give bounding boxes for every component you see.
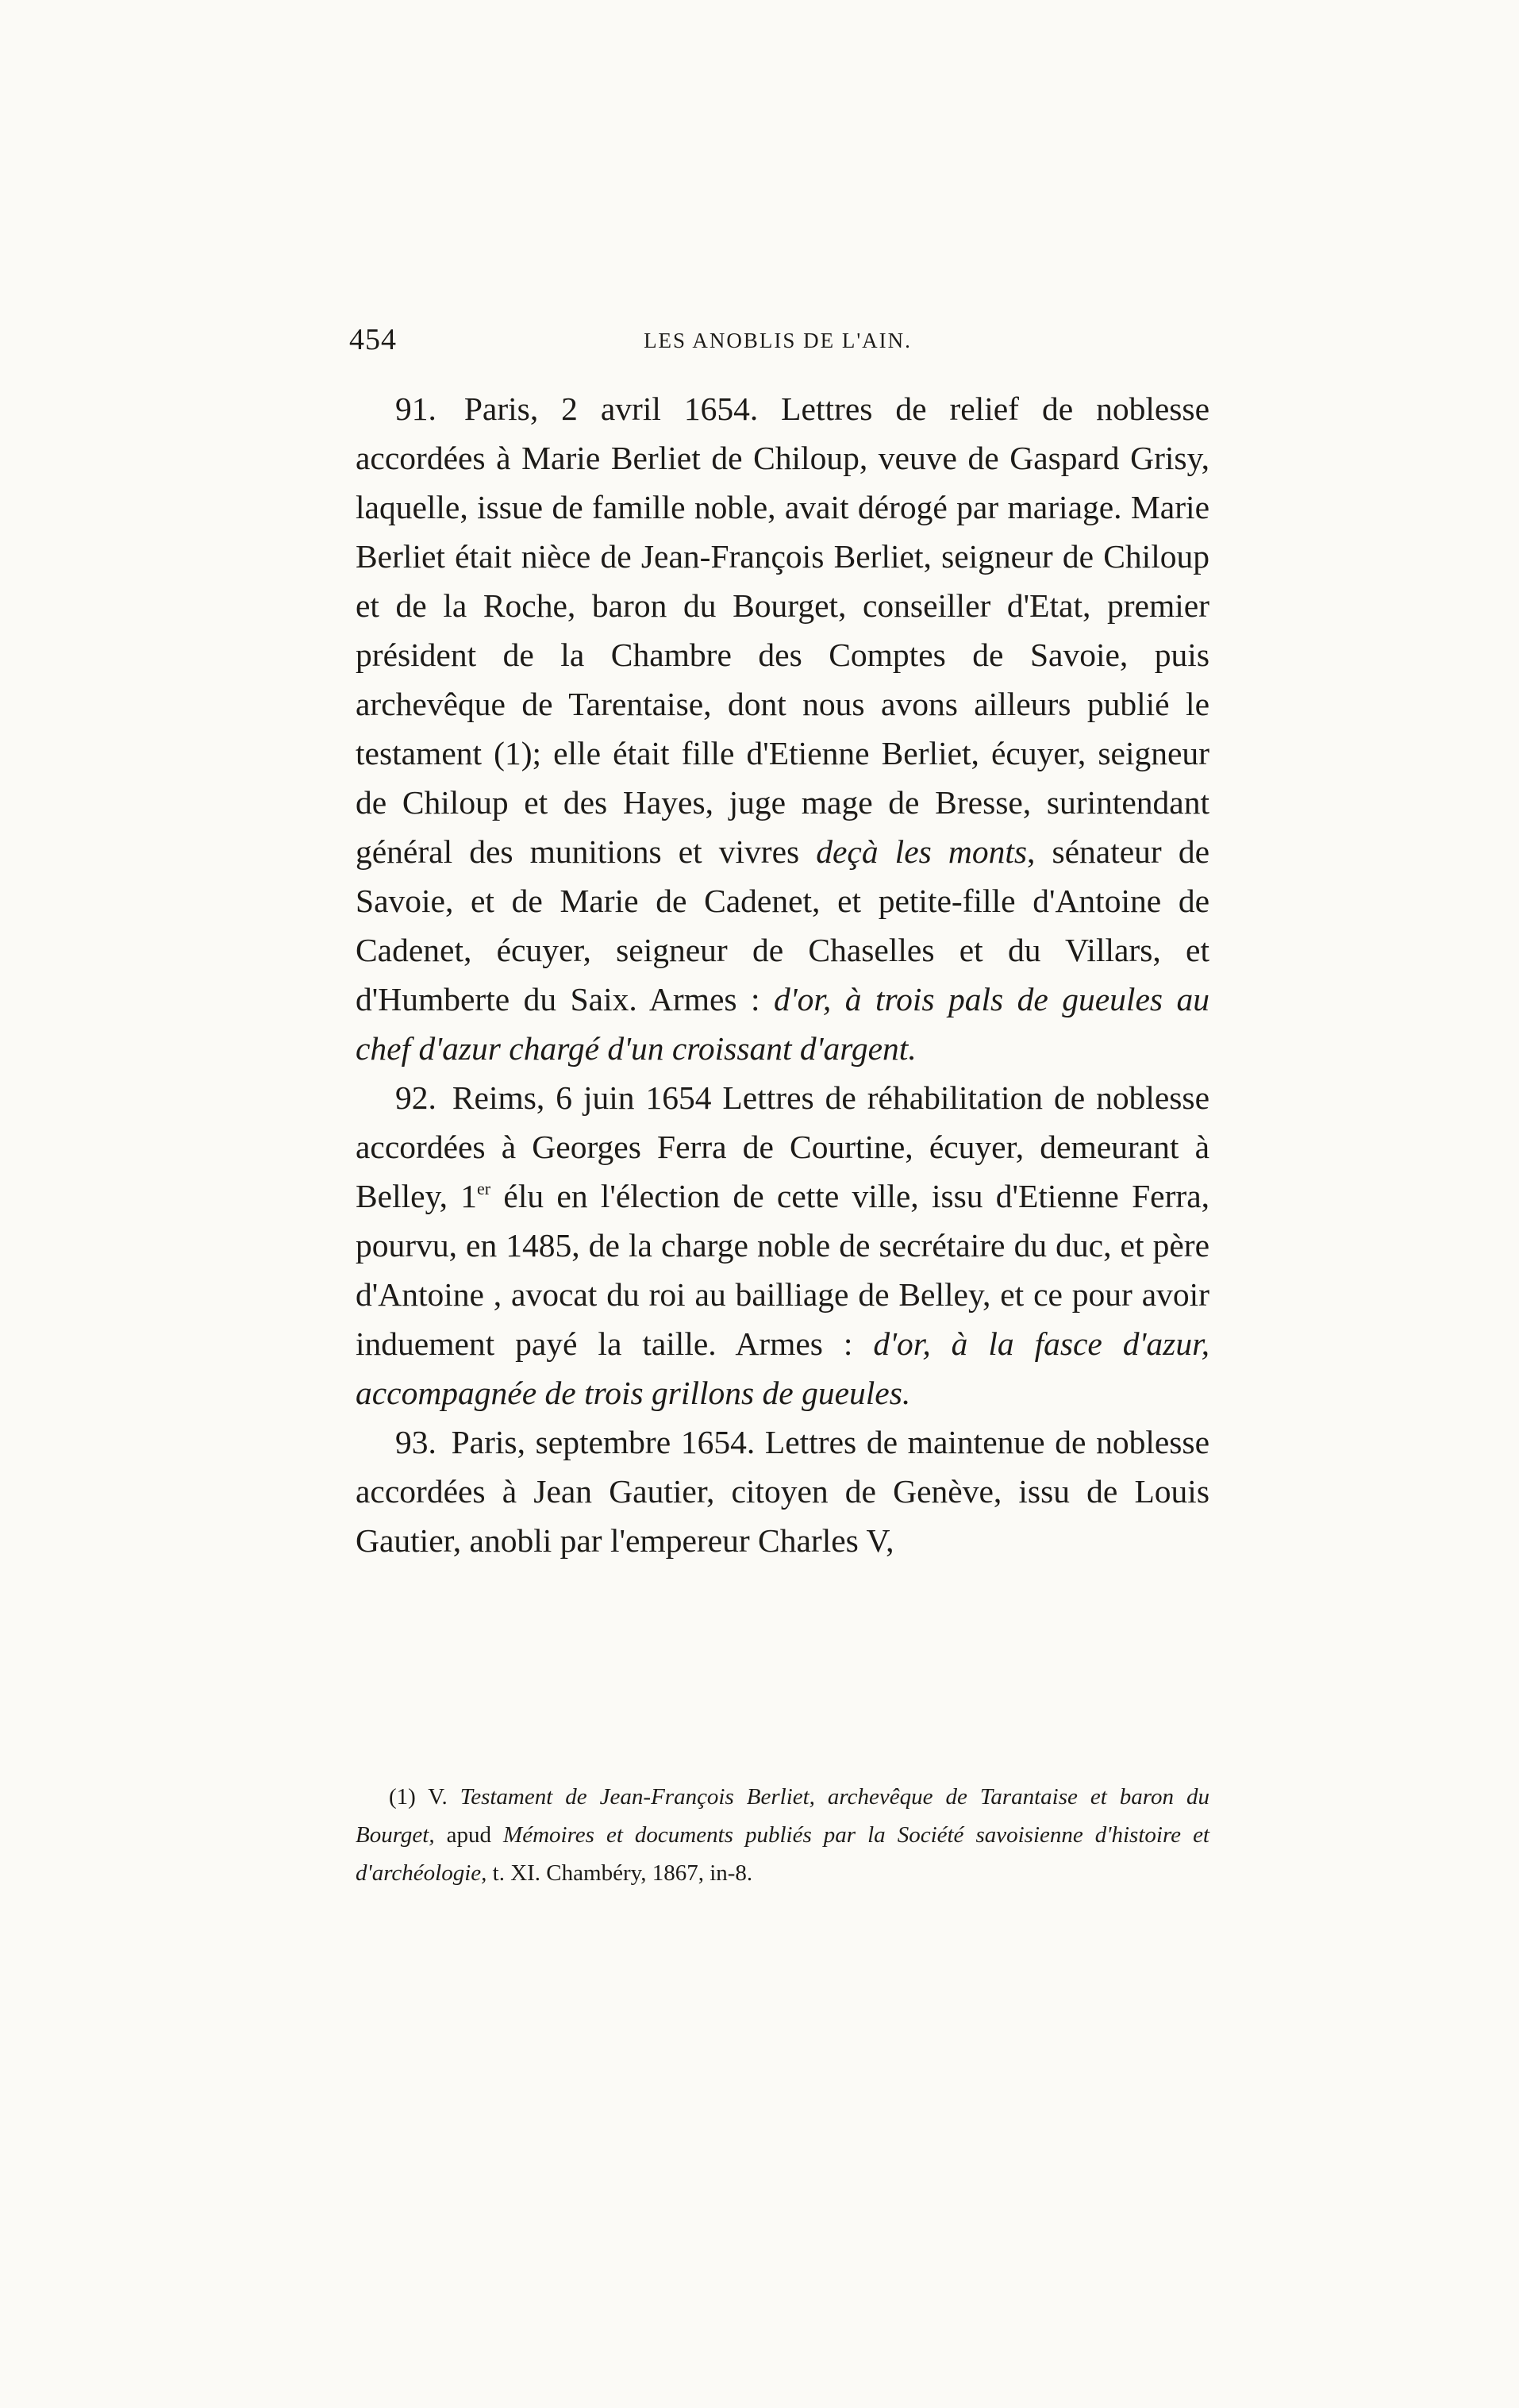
body-text xyxy=(356,384,1209,1565)
entry-93 xyxy=(356,1417,1209,1565)
coat-of-arms-blazon: d'or, à trois pals de gueules au chef d'azur chargé d'un croissant d'argent. xyxy=(356,981,1209,1067)
entry-text: , sénateur de Savoie, et de Marie de Cadenet, et petite-fille d'Antoine de Cadenet, écuyer, seigneur de Chaselles et du Villars, et d'Humberte du Saix. Armes : xyxy=(356,833,1209,1017)
entry-number: 93. xyxy=(395,1424,436,1460)
entry-text: Reims, 6 juin 1654 Lettres de réhabilitation de noblesse accordées à Georges Ferra de Courtine, écuyer, demeurant à Belley, 1 xyxy=(356,1079,1210,1214)
entry-number: 92. xyxy=(395,1079,436,1116)
footnote-marker: (1) V. xyxy=(389,1784,448,1810)
ordinal-superscript: er xyxy=(477,1179,491,1198)
footnote-text-italic: Testament de Jean-François Berliet, archevêque de Tarantaise et baron du Bourget, xyxy=(356,1784,1210,1848)
entry-text: élu en l'élection de cette ville, issu d'Etienne Ferra, pourvu, en 1485, de la charge noble de secrétaire du duc, et père d'Antoine , avocat du roi au bailliage de Belley, et ce pour avoir induement payé la taille. Armes : xyxy=(356,1178,1209,1362)
footnote xyxy=(356,1778,1209,1892)
entry-text-italic: deçà les monts xyxy=(816,833,1028,870)
page-number: 454 xyxy=(349,323,397,356)
footnote-text-italic: Mémoires et documents publiés par la Société savoisienne d'histoire et d'archéologie, xyxy=(356,1822,1209,1886)
entry-number: 91. xyxy=(395,390,436,427)
entry-text: Paris, septembre 1654. Lettres de maintenue de noblesse accordées à Jean Gautier, citoyen de Genève, issu de Louis Gautier, anobli par l'empereur Charles V, xyxy=(356,1424,1209,1559)
footnote-text: t. XI. Chambéry, 1867, in-8. xyxy=(486,1860,753,1886)
entry-text: Paris, 2 avril 1654. Lettres de relief de noblesse accordées à Marie Berliet de Chiloup, veuve de Gaspard Grisy, laquelle, issue de famille noble, avait dérogé par mariage. Marie Berliet était nièce de Jean-François Berliet, seigneur de Chiloup et de la Roche, baron du Bourget, conseiller d'Etat, premier président de la Chambre des Comptes de Savoie, puis archevêque de Tarentaise, dont nous avons ailleurs publié le testament (1); elle était fille d'Etienne Berliet, écuyer, seigneur de Chiloup et des Hayes, juge mage de Bresse, surintendant général des munitions et vivres xyxy=(356,390,1209,870)
running-title: LES ANOBLIS DE L'AIN. xyxy=(644,329,912,352)
entry-91 xyxy=(356,384,1209,1073)
footnote-text: apud xyxy=(434,1822,504,1848)
page-header xyxy=(349,322,1206,370)
coat-of-arms-blazon: d'or, à la fasce d'azur, accompagnée de trois grillons de gueules. xyxy=(356,1325,1209,1411)
entry-92 xyxy=(356,1073,1209,1417)
footnote-block xyxy=(356,1778,1209,1892)
